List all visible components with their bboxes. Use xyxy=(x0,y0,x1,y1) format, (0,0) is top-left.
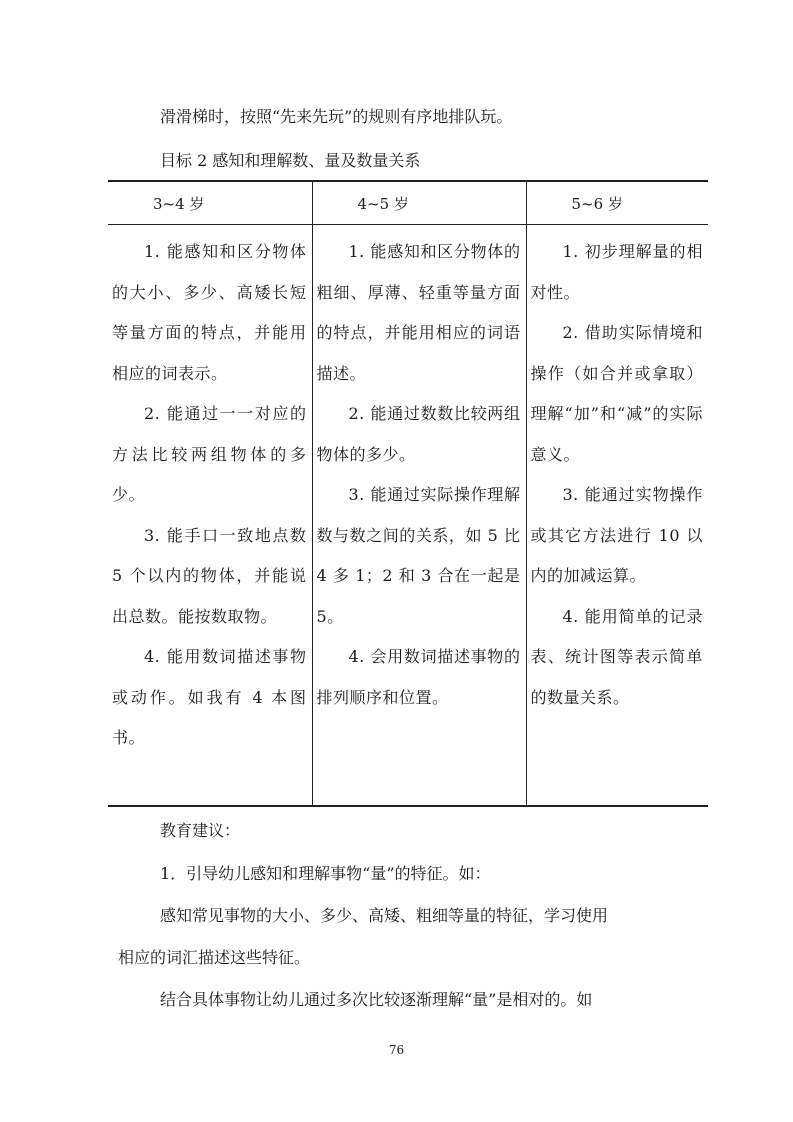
suggestion-paragraph-1-line-1: 感知常见事物的大小、多少、高矮、粗细等量的特征，学习使用 xyxy=(160,906,609,925)
goal-item: 4. 能用数词描述事物或动作。如我有 4 本图书。 xyxy=(112,647,307,747)
goal-item: 2. 借助实际情境和操作（如合并或拿取）理解“加”和“减”的实际意义。 xyxy=(530,323,703,464)
goal-item: 3. 能手口一致地点数 5 个以内的物体，并能说出总数。能按数取物。 xyxy=(112,525,307,626)
goal-item: 1. 能感知和区分物体的粗细、厚薄、轻重等量方面的特点，并能用相应的词语描述。 xyxy=(316,242,521,383)
goal-item: 1. 能感知和区分物体的大小、多少、高矮长短等量方面的特点，并能用相应的词表示。 xyxy=(112,242,307,383)
goal-table xyxy=(108,180,708,807)
goal-item: 2. 能通过一一对应的方法比较两组物体的多少。 xyxy=(112,404,307,504)
header-age-5-6: 5~6 岁 xyxy=(526,181,708,225)
goal-title: 目标 2 感知和理解数、量及数量关系 xyxy=(160,151,421,170)
column-age-3-4 xyxy=(108,225,312,807)
suggestion-paragraph-2: 结合具体事物让幼儿通过多次比较逐渐理解“量”是相对的。如 xyxy=(160,990,593,1009)
goal-item: 4. 能用简单的记录表、统计图等表示简单的数量关系。 xyxy=(530,606,703,707)
page-number: 76 xyxy=(388,1043,405,1057)
table-header-row xyxy=(108,181,708,225)
table-row xyxy=(108,225,708,807)
intro-line: 滑滑梯时，按照“先来先玩”的规则有序地排队玩。 xyxy=(160,107,513,126)
goal-item: 4. 会用数词描述事物的排列顺序和位置。 xyxy=(316,647,521,707)
suggestion-item-1: 1．引导幼儿感知和理解事物“量”的特征。如： xyxy=(160,864,491,883)
goal-item: 1. 初步理解量的相对性。 xyxy=(530,242,703,302)
goal-item: 2. 能通过数数比较两组物体的多少。 xyxy=(316,404,521,464)
header-age-3-4: 3~4 岁 xyxy=(108,181,312,225)
column-age-4-5 xyxy=(312,225,526,807)
goal-item: 3. 能通过实际操作理解数与数之间的关系，如 5 比 4 多 1；2 和 3 合在一起是 5。 xyxy=(316,485,521,626)
suggestions-heading: 教育建议： xyxy=(160,821,241,840)
column-age-5-6 xyxy=(526,225,708,807)
goal-item: 3. 能通过实物操作或其它方法进行 10 以内的加减运算。 xyxy=(530,485,703,585)
header-age-4-5: 4~5 岁 xyxy=(312,181,526,225)
suggestion-paragraph-1-line-2: 相应的词汇描述这些特征。 xyxy=(118,948,311,967)
